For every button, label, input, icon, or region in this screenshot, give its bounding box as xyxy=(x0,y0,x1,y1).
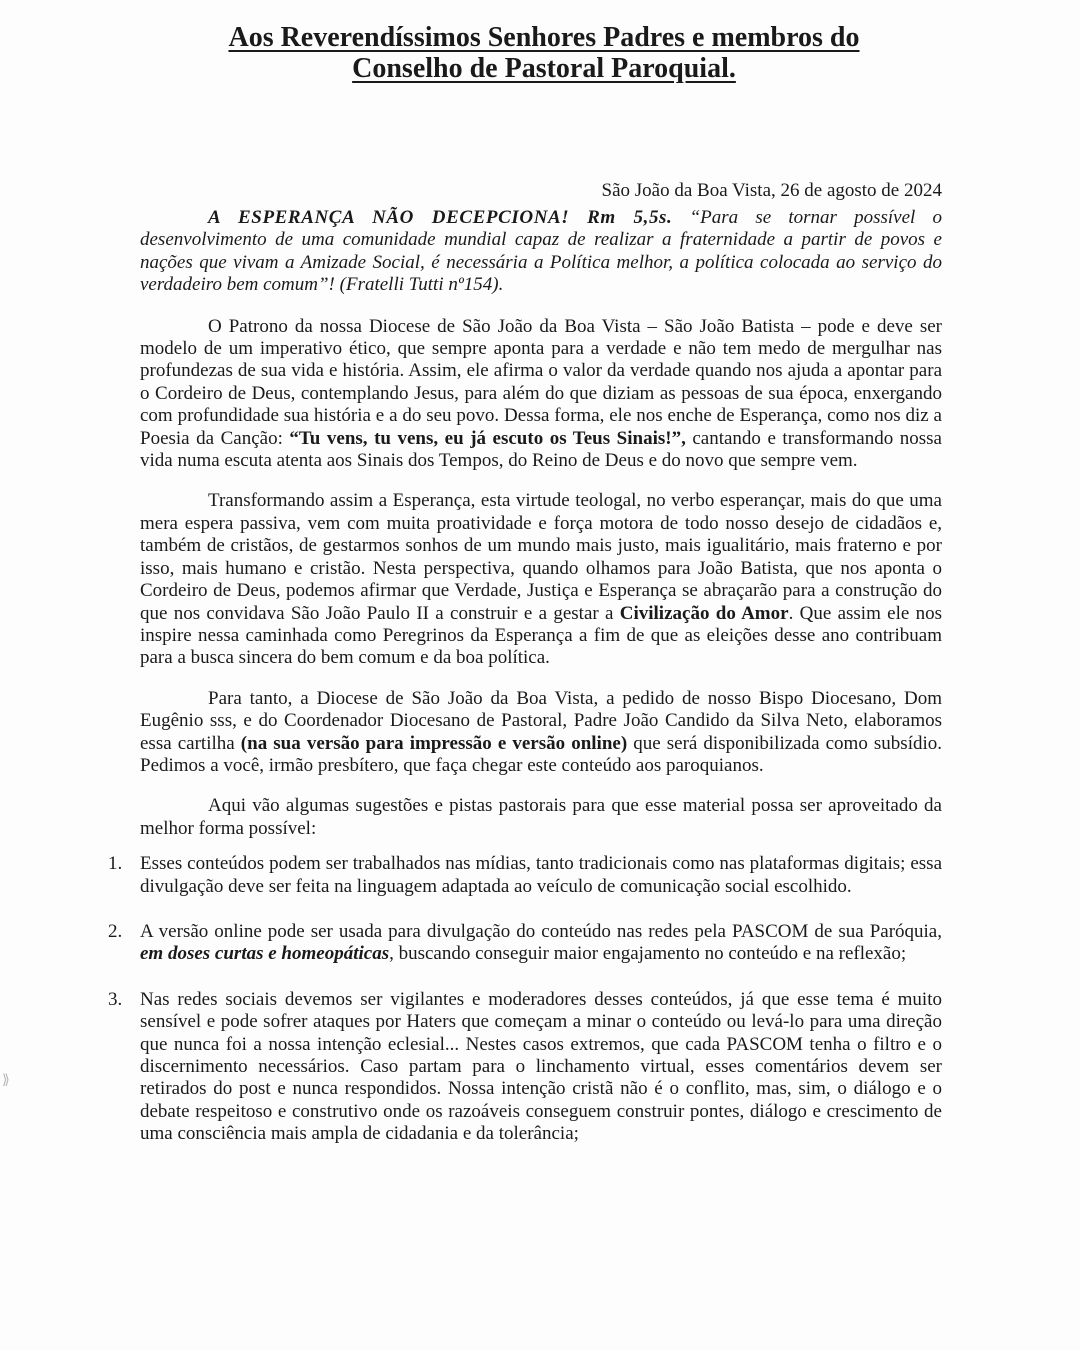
date-line: São João da Boa Vista, 26 de agosto de 2024 xyxy=(601,180,942,201)
list-item xyxy=(108,988,942,1146)
intro-quote: “Para se tornar possível o desenvolvimento de uma comunidade mundial capaz de realizar a fraternidade a partir de povos e nações que vivam a Amizade Social, é necessária a Política melhor, a política colocada ao serviço do verdadeiro bem comum”! (Fratelli Tutti nº154). xyxy=(140,207,942,296)
civilizacao-do-amor: Civilização do Amor xyxy=(619,602,789,624)
intro-heading: A ESPERANÇA NÃO DECEPCIONA! Rm 5,5s. xyxy=(208,207,673,228)
list-number: 1. xyxy=(108,853,123,875)
suggestions-list xyxy=(108,853,942,1145)
list-item-text: Esses conteúdos podem ser trabalhados nas mídias, tanto tradicionais como nas plataformas digitais; essa divulgação deve ser feita na linguagem adaptada ao veículo de comunicação social escolhido. xyxy=(140,853,942,897)
title-line-2: Conselho de Pastoral Paroquial. xyxy=(352,53,736,84)
scan-mark: ⟫ xyxy=(2,1072,10,1088)
intro-paragraph xyxy=(140,207,942,297)
paragraph-text: O Patrono da nossa Diocese de São João da Boa Vista – São João Batista – pode e deve ser modelo de um imperativo ético, que sempre aponta para a verdade e não tem medo de mergulhar nas profundezas de sua vida e história. Assim, ele afirma o valor da verdade quando nos ajuda a apontar para o Cordeiro de Deus, contemplando Jesus, para além do que diziam as pessoas de sua época, enxergando com profundidade sua história e a do seu povo. Dessa forma, ele nos enche de Esperança, como nos diz a Poesia da Canção: xyxy=(140,315,942,449)
paragraph-text: Para tanto, a Diocese de São João da Boa Vista, a pedido de nosso Bispo Diocesano, Dom Eugênio sss, e do Coordenador Diocesano de Pastoral, Padre João Candido da Silva Neto, elaboramos essa cartilha xyxy=(140,687,942,754)
doses-emphasis: em doses curtas e homeopáticas xyxy=(140,943,390,965)
cartilha-versions: (na sua versão para impressão e versão online) xyxy=(240,732,628,754)
paragraph-text: cantando e transformando nossa vida numa escuta atenta aos Sinais dos Tempos, do Reino de Deus e do novo que sempre vem. xyxy=(140,427,942,472)
paragraph-sugestoes: Aqui vão algumas sugestões e pistas pastorais para que esse material possa ser aproveitado da melhor forma possível: xyxy=(140,795,942,839)
list-number: 2. xyxy=(108,920,123,942)
list-item-text: A versão online pode ser usada para divulgação do conteúdo nas redes pela PASCOM de sua Paróquia, xyxy=(140,920,942,942)
paragraph-text: que será disponibilizada como subsídio. Pedimos a você, irmão presbítero, que faça chegar este conteúdo aos paroquianos. xyxy=(140,732,943,776)
paragraph-text: Transformando assim a Esperança, esta virtude teologal, no verbo esperançar, mais do que uma mera espera passiva, vem com muita proatividade e força motora de todo nosso desejo de cidadãos e, também de cristãos, de gestarmos sonhos de um mundo mais justo, mais igualitário, mais fraterno e por isso, mais humano e cristão. Nesta perspectiva, quando olhamos para João Batista, que nos aponta o Cordeiro de Deus, podemos afirmar que Verdade, Justiça e Esperança se abraçarão para a construção do que nos convidava São João Paulo II a construir e a gestar a xyxy=(140,490,942,624)
list-number: 3. xyxy=(108,988,123,1010)
letter-title xyxy=(140,22,942,84)
song-quote: “Tu vens, tu vens, eu já escuto os Teus Sinais!”, xyxy=(289,427,686,449)
paragraph-esperanca xyxy=(140,490,942,669)
title-line-1: Aos Reverendíssimos Senhores Padres e membros do xyxy=(228,22,860,53)
paragraph-cartilha xyxy=(140,688,942,778)
paragraph-patrono xyxy=(140,316,942,473)
list-item xyxy=(108,853,942,898)
list-item xyxy=(108,920,942,966)
paragraph-text: . Que assim ele nos inspire nessa caminhada como Peregrinos da Esperança a fim de que as eleições desse ano contribuam para a busca sincera do bem comum e da boa política. xyxy=(140,602,942,669)
list-item-text: Nas redes sociais devemos ser vigilantes e moderadores desses conteúdos, já que esse tema é muito sensível e pode sofrer ataques por Haters que começam a minar o conteúdo ou levá-lo para uma direção que nunca foi a nossa intenção eclesial... Nestes casos extremos, que cada PASCOM tenha o filtro e o discernimento necessários. Caso partam para o linchamento virtual, esses comentários devem ser retirados do post e nunca respondidos. Nossa intenção cristã não é o conflito, mas, sim, o diálogo e o debate respeitoso e construtivo onde os razoáveis conseguem construir pontes, diálogo e crescimento de uma consciência mais ampla de cidadania e da tolerância; xyxy=(140,988,942,1145)
list-item-text: , buscando conseguir maior engajamento no conteúdo e na reflexão; xyxy=(389,943,907,965)
